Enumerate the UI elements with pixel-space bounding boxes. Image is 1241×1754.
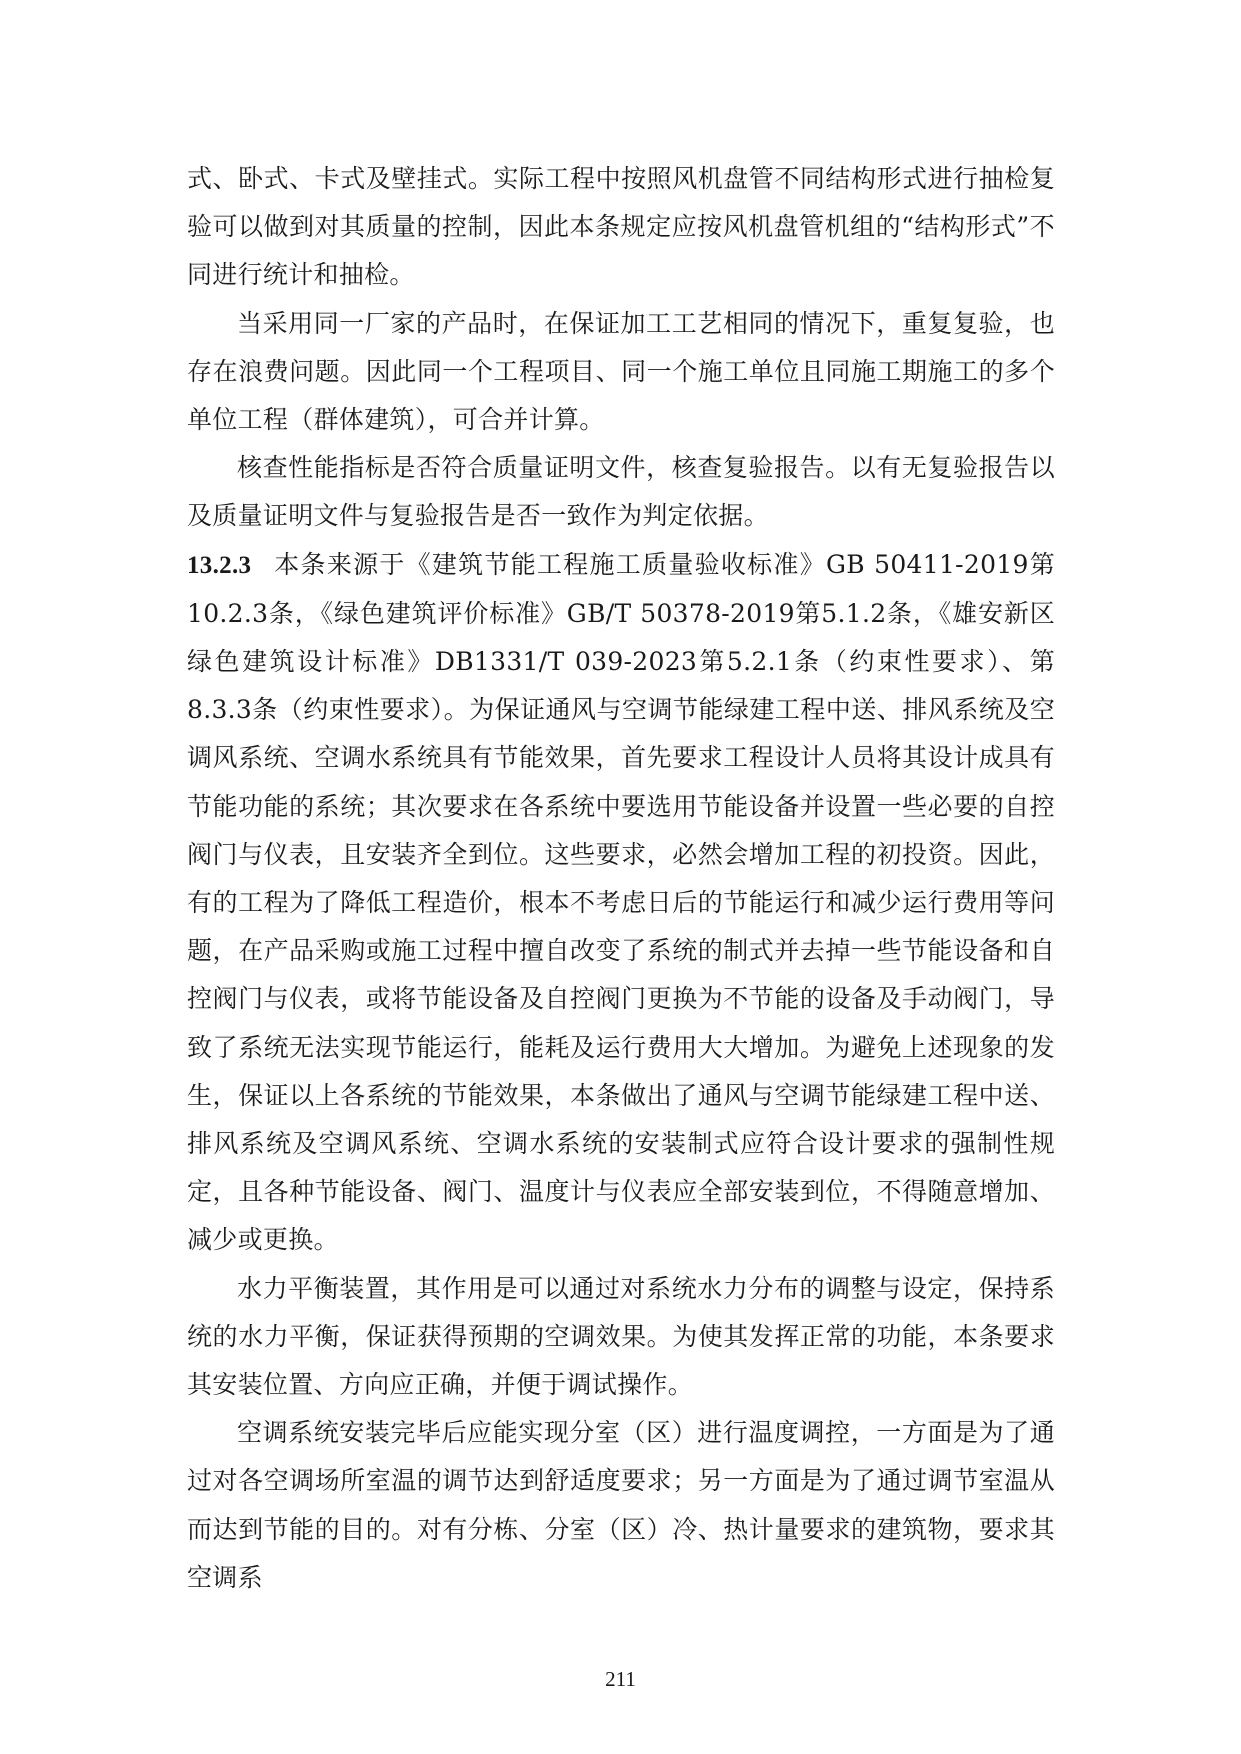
paragraph-3: 核查性能指标是否符合质量证明文件，核查复验报告。以有无复验报告以及质量证明文件与复验报告是否一致作为判定依据。 xyxy=(187,453,1055,531)
clause-text: 本条来源于《建筑节能工程施工质量验收标准》GB 50411-2019第10.2.3条，《绿色建筑评价标准》GB/T 50378-2019第5.1.2条，《雄安新区绿色建筑设计标准》DB1331/T 039-2023第5.2.1条（约束性要求）、第8.3.3条（约束性要求）。为保证通风与空调节能绿建工程中送、排风系统及空调风系统、空调水系统具有节能效果，首先要求工程设计人员将其设计成具有节能功能的系统；其次要求在各系统中要选用节能设备并设置一些必要的自控阀门与仪表，且安装齐全到位。这些要求，必然会增加工程的初投资。因此，有的工程为了降低工程造价，根本不考虑日后的节能运行和减少运行费用等问题，在产品采购或施工过程中擅自改变了系统的制式并去掉一些节能设备和自控阀门与仪表，或将节能设备及自控阀门更换为不节能的设备及手动阀门，导致了系统无法实现节能运行，能耗及运行费用大大增加。为避免上述现象的发生，保证以上各系统的节能效果，本条做出了通风与空调节能绿建工程中送、排风系统及空调风系统、空调水系统的安装制式应符合设计要求的强制性规定，且各种节能设备、阀门、温度计与仪表应全部安装到位，不得随意增加、减少或更换。 xyxy=(187,549,1055,1255)
paragraph-clause-13-2-3 xyxy=(187,541,1055,1265)
clause-number: 13.2.3 xyxy=(187,551,252,579)
document-body xyxy=(187,155,1055,1602)
paragraph-2: 当采用同一厂家的产品时，在保证加工工艺相同的情况下，重复复验，也存在浪费问题。因此同一个工程项目、同一个施工单位且同施工期施工的多个单位工程（群体建筑），可合并计算。 xyxy=(187,308,1055,435)
page-number: 211 xyxy=(605,1667,636,1691)
paragraph-5: 水力平衡装置，其作用是可以通过对系统水力分布的调整与设定，保持系统的水力平衡，保证获得预期的空调效果。为使其发挥正常的功能，本条要求其安装位置、方向应正确，并便于调试操作。 xyxy=(187,1273,1055,1400)
paragraph-6: 空调系统安装完毕后应能实现分室（区）进行温度调控，一方面是为了通过对各空调场所室温的调节达到舒适度要求；另一方面是为了通过调节室温从而达到节能的目的。对有分栋、分室（区）冷、热计量要求的建筑物，要求其空调系 xyxy=(187,1418,1055,1592)
paragraph-1: 式、卧式、卡式及壁挂式。实际工程中按照风机盘管不同结构形式进行抽检复验可以做到对其质量的控制，因此本条规定应按风机盘管机组的“结构形式”不同进行统计和抽检。 xyxy=(187,164,1055,290)
